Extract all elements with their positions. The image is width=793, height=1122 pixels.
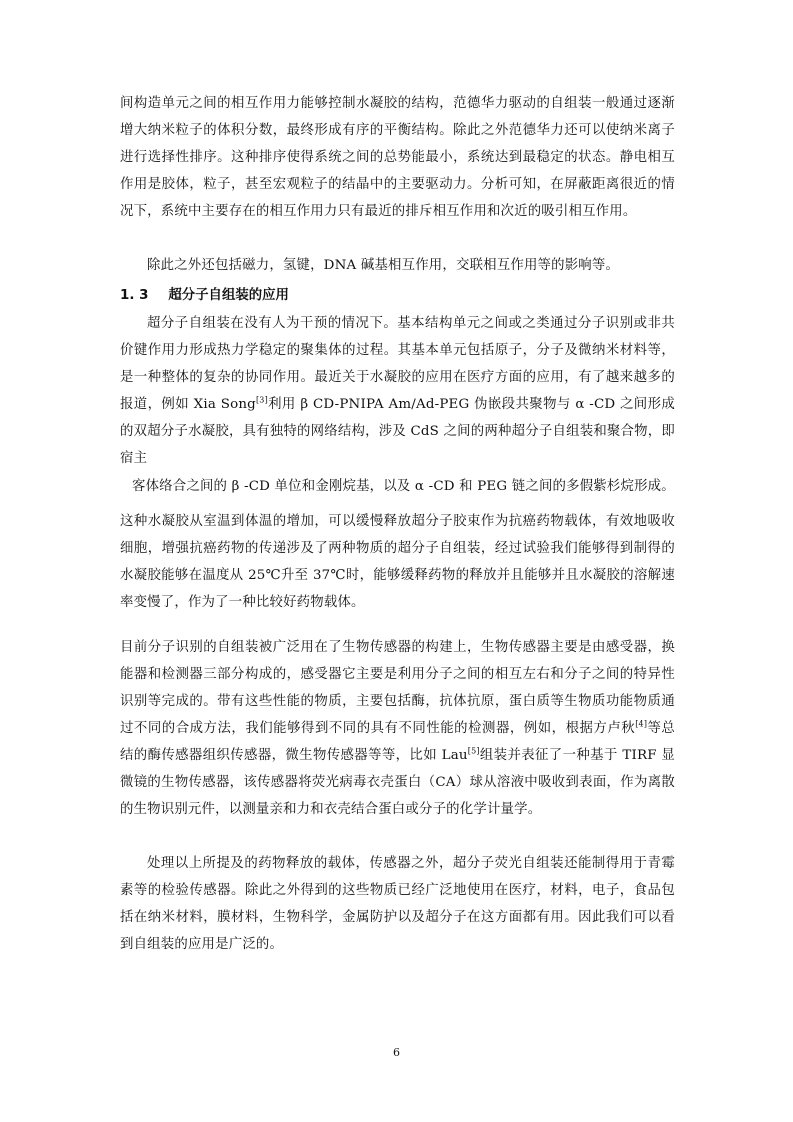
citation-ref: [4] — [635, 719, 648, 729]
page-number: 6 — [393, 1046, 400, 1059]
paragraph-applications-summary: 处理以上所提及的药物释放的载体，传感器之外，超分子荧光自组装还能制得用于青霉素等的检验传感器。除此之外得到的这些物质已经广泛地使用在医疗，材料，电子，食品包括在纳米材料，膜材料，生物科学，金属防护以及超分子在这方面都有用。因此我们可以看到自组装的应用是广泛的。 — [120, 856, 675, 952]
paragraph-host-guest: 客体络合之间的 β -CD 单位和金刚烷基，以及 α -CD 和 PEG 链之间的多假紫杉烷形成。 — [132, 479, 675, 494]
citation-ref: [3] — [255, 395, 268, 405]
paragraph-text: 组装并表征了一种基于 TIRF 显微镜的生物传感器，该传感器将荧光病毒衣壳蛋白（CA）球从溶液中吸收到表面，作为离散的生物识别元件，以测量亲和力和衣壳结合蛋白或分子的化学计量学。 — [120, 748, 676, 817]
paragraph-biosensor — [120, 634, 675, 823]
paragraph-other-forces: 除此之外还包括磁力，氢键，DNA 碱基相互作用，交联相互作用等的影响等。 — [147, 258, 620, 273]
paragraph-intermolecular-forces: 间构造单元之间的相互作用力能够控制水凝胶的结构，范德华力驱动的自组装一般通过逐渐增大纳米粒子的体积分数，最终形成有序的平衡结构。除此之外范德华力还可以使纳米离子进行选择性排序。这种排序使得系统之间的总势能最小，系统达到最稳定的状态。静电相互作用是胶体，粒子，甚至宏观粒子的结晶中的主要驱动力。分析可知，在屏蔽距离很近的情况下，系统中主要存在的相互作用力只有最近的排斥相互作用和次近的吸引相互作用。 — [120, 96, 675, 219]
paragraph-text: 超分子自组装在没有人为干预的情况下。基本结构单元之间或之类通过分子识别或非共价键作用力形成热力学稳定的聚集体的过程。其基本单元包括原子，分子及微纳米材料等，是一种整体的复杂的协同作用。最近关于水凝胶的应用在医疗方面的应用，有了越来越多的报道，例如 Xia Song — [120, 316, 675, 412]
citation-ref: [5] — [467, 746, 480, 756]
paragraph-supramolecular-self-assembly — [120, 310, 675, 472]
section-heading — [120, 282, 675, 309]
paragraph-text: 目前分子识别的自组装被广泛用在了生物传感器的构建上，生物传感器主要是由感受器，换能器和检测器三部分构成的，感受器它主要是利用分子之间的相互左右和分子之间的特异性识别等完成的。带有这些性能的物质，主要包括酶，抗体抗原，蛋白质等生物质功能物质通过不同的合成方法，我们能够得到不同的具有不同性能的检测器，例如，根据方卢秋 — [120, 640, 675, 736]
paragraph-hydrogel-drug-carrier: 这种水凝胶从室温到体温的增加，可以缓慢释放超分子胶束作为抗癌药物载体，有效地吸收细胞，增强抗癌药物的传递涉及了两种物质的超分子自组装，经过试验我们能够得到制得的水凝胶能够在温度从 25℃升至 37℃时，能够缓释药物的释放并且能够并且水凝胶的溶解速率变慢了，作为了一种比较好药物载体。 — [120, 514, 675, 610]
paragraph-text: 等总结的酶传感器组织传感器，微生物传感器等等，比如 Lau — [120, 721, 675, 763]
section-title: 超分子自组装的应用 — [168, 288, 289, 303]
section-number: 1. 3 — [120, 288, 149, 303]
paragraph-text: 利用 β CD-PNIPA Am/Ad-PEG 伪嵌段共聚物与 α -CD 之间形成的双超分子水凝胶，具有独特的网络结构，涉及 CdS 之间的两种超分子自组装和聚合物，即宿主 — [120, 397, 675, 466]
